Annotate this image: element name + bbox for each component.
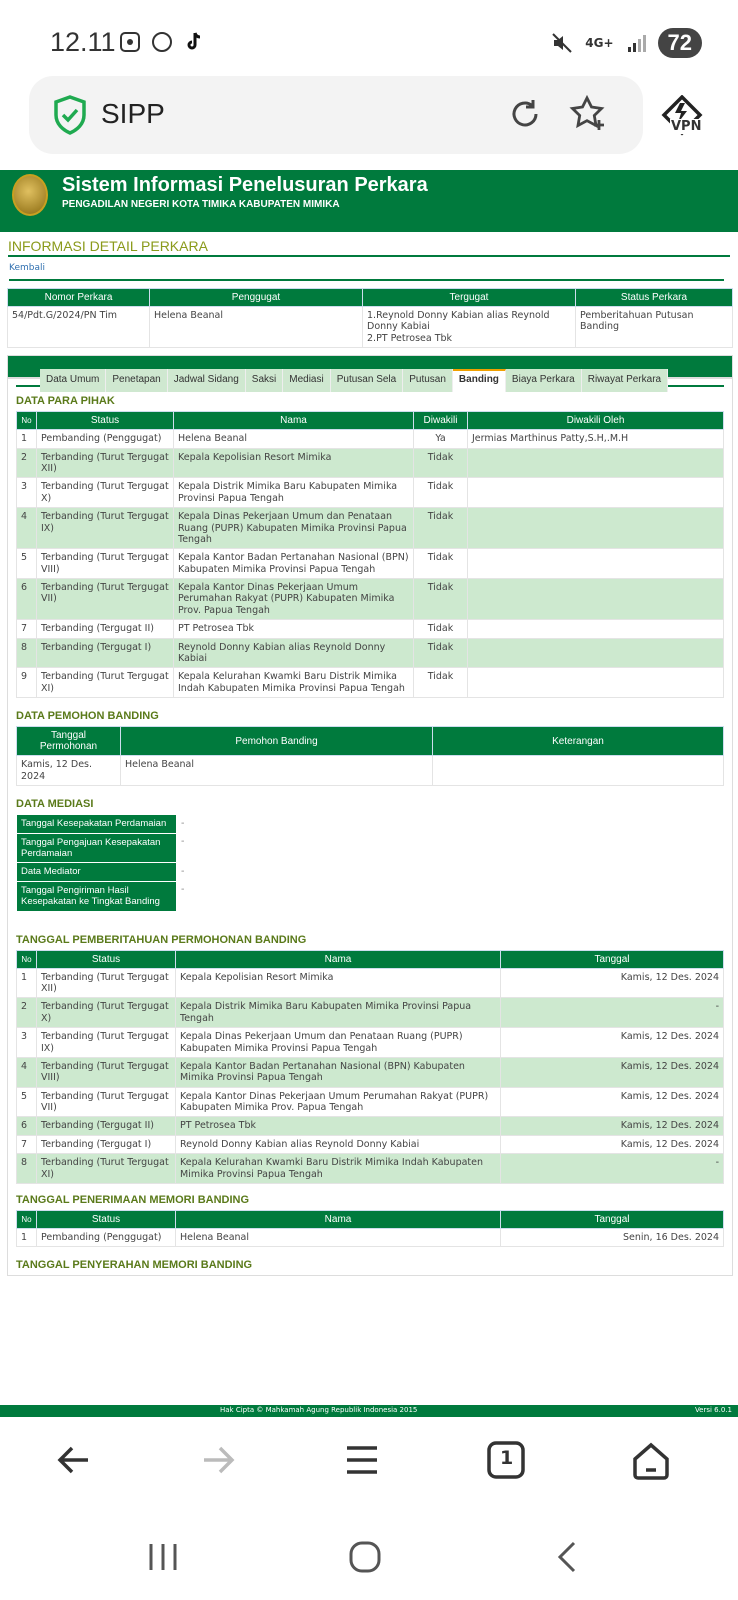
mediasi-row: [17, 881, 189, 911]
table-cell: -: [501, 1154, 724, 1184]
section-title: TANGGAL PEMBERITAHUAN PERMOHONAN BANDING: [16, 933, 307, 946]
case-summary-table: [7, 288, 733, 348]
table-cell: Terbanding (Turut Tergugat X): [37, 998, 176, 1028]
site-title: Sistem Informasi Penelusuran Perkara: [62, 174, 428, 196]
reload-icon[interactable]: [507, 96, 543, 132]
system-back-icon[interactable]: [552, 1540, 586, 1574]
col-header: Status: [37, 950, 176, 968]
table-cell: Tidak: [414, 668, 468, 698]
table-row: [17, 1229, 724, 1247]
memori-table: [16, 1210, 724, 1247]
forward-arrow-icon[interactable]: [198, 1440, 238, 1480]
section-title: DATA MEDIASI: [16, 798, 94, 811]
mediasi-value: -: [181, 865, 185, 877]
table-cell: Helena Beanal: [174, 430, 414, 448]
screenshot-icon: [118, 30, 142, 54]
tab-jadwal-sidang[interactable]: Jadwal Sidang: [168, 369, 246, 392]
table-row: [17, 478, 724, 508]
table-cell: Kepala Kantor Dinas Pekerjaan Umum Perumahan Rakyat (PUPR) Kabupaten Mimika Prov. Papua Tengah: [176, 1087, 501, 1117]
status-bar: [0, 0, 738, 78]
table-cell: 9: [17, 668, 37, 698]
table-cell: Tidak: [414, 448, 468, 478]
url-text: SIPP: [101, 98, 165, 129]
case-status: Pemberitahuan Putusan Banding: [576, 307, 733, 348]
col-header: Penggugat: [150, 289, 363, 307]
col-header: Tergugat: [363, 289, 576, 307]
tab-count: 1: [500, 1447, 514, 1469]
table-row: [17, 549, 724, 579]
table-cell: Helena Beanal: [176, 1229, 501, 1247]
table-cell: 6: [17, 1117, 37, 1135]
table-cell: Senin, 16 Des. 2024: [501, 1229, 724, 1247]
para-pihak-table: [16, 411, 724, 698]
table-cell: Terbanding (Turut Tergugat XII): [37, 448, 174, 478]
col-header: Pemohon Banding: [121, 727, 433, 756]
table-cell: Kepala Dinas Pekerjaan Umum dan Penataan Ruang (PUPR) Kabupaten Mimika Provinsi Papua Tengah: [174, 508, 414, 549]
table-row: [17, 430, 724, 448]
table-cell: 1: [17, 430, 37, 448]
section-title: DATA PARA PIHAK: [16, 395, 115, 408]
table-cell: PT Petrosea Tbk: [176, 1117, 501, 1135]
table-cell: Terbanding (Turut Tergugat XI): [37, 1154, 176, 1184]
table-row: [17, 1087, 724, 1117]
table-cell: Kamis, 12 Des. 2024: [501, 968, 724, 998]
table-cell: Terbanding (Tergugat I): [37, 638, 174, 668]
table-cell: Kepala Kepolisian Resort Mimika: [174, 448, 414, 478]
table-cell: 1: [17, 968, 37, 998]
table-cell: [468, 478, 724, 508]
table-row: [17, 968, 724, 998]
tergugat-1: 1.Reynold Donny Kabian alias Reynold Donny Kabiai: [367, 310, 550, 333]
vpn-button[interactable]: [660, 95, 704, 143]
mediasi-table: [16, 814, 189, 911]
col-header: Keterangan: [433, 727, 724, 756]
shield-check-icon: [53, 95, 87, 135]
tab-putusan[interactable]: Putusan: [403, 369, 453, 392]
table-cell: 8: [17, 1154, 37, 1184]
version: Versi 6.0.1: [694, 1406, 732, 1414]
table-cell: Tidak: [414, 620, 468, 638]
para-pihak-rows: [17, 430, 724, 698]
table-cell: 4: [17, 1057, 37, 1087]
mediasi-row: [17, 833, 189, 863]
col-header: Tanggal: [501, 1211, 724, 1229]
table-cell: [468, 638, 724, 668]
table-cell: Tidak: [414, 508, 468, 549]
table-cell: Tidak: [414, 549, 468, 579]
table-cell: Kamis, 12 Des. 2024: [501, 1135, 724, 1153]
table-cell: [468, 579, 724, 620]
table-cell: Kamis, 12 Des. 2024: [501, 1057, 724, 1087]
tab-data-umum[interactable]: Data Umum: [40, 369, 106, 392]
table-cell: [468, 448, 724, 478]
col-header: Diwakili: [414, 412, 468, 430]
site-subtitle: PENGADILAN NEGERI KOTA TIMIKA KABUPATEN MIMIKA: [62, 199, 340, 210]
table-cell: Kepala Kantor Dinas Pekerjaan Umum Perumahan Rakyat (PUPR) Kabupaten Mimika Prov. Papua Tengah: [174, 579, 414, 620]
table-cell: Terbanding (Turut Tergugat IX): [37, 508, 174, 549]
table-cell: [468, 668, 724, 698]
mediasi-row: [17, 815, 189, 833]
mediasi-label: Tanggal Pengiriman Hasil Kesepakatan ke Tingkat Banding: [17, 881, 177, 911]
table-cell: Kepala Dinas Pekerjaan Umum dan Penataan Ruang (PUPR) Kabupaten Mimika Provinsi Papua Tengah: [176, 1028, 501, 1058]
back-link[interactable]: Kembali: [9, 263, 724, 281]
whatsapp-icon: [150, 30, 174, 54]
tab-banding[interactable]: Banding: [453, 369, 506, 392]
pemohon-note: [433, 756, 724, 786]
table-cell: Kamis, 12 Des. 2024: [501, 1087, 724, 1117]
mediasi-label: Tanggal Pengajuan Kesepakatan Perdamaian: [17, 833, 177, 863]
table-cell: Kamis, 12 Des. 2024: [501, 1117, 724, 1135]
mediasi-label: Data Mediator: [17, 863, 177, 881]
table-cell: Tidak: [414, 579, 468, 620]
tab-saksi[interactable]: Saksi: [246, 369, 283, 392]
section-title: TANGGAL PENYERAHAN MEMORI BANDING: [16, 1259, 253, 1272]
table-cell: Tidak: [414, 638, 468, 668]
table-cell: 7: [17, 620, 37, 638]
table-row: [17, 1028, 724, 1058]
table-row: [17, 668, 724, 698]
col-header: No: [17, 1211, 37, 1229]
bookmark-add-icon[interactable]: [569, 94, 609, 134]
table-cell: Kepala Kantor Badan Pertanahan Nasional (BPN) Kabupaten Mimika Provinsi Papua Tengah: [174, 549, 414, 579]
mediasi-value: -: [181, 836, 185, 848]
table-row: [17, 1154, 724, 1184]
table-cell: Reynold Donny Kabian alias Reynold Donny Kabiai: [176, 1135, 501, 1153]
table-cell: 7: [17, 1135, 37, 1153]
table-cell: Terbanding (Turut Tergugat VII): [37, 1087, 176, 1117]
case-penggugat: Helena Beanal: [150, 307, 363, 348]
table-row: [17, 1057, 724, 1087]
table-cell: Terbanding (Turut Tergugat XII): [37, 968, 176, 998]
table-cell: PT Petrosea Tbk: [174, 620, 414, 638]
table-cell: Terbanding (Tergugat I): [37, 1135, 176, 1153]
case-number: 54/Pdt.G/2024/PN Tim: [8, 307, 150, 348]
web-page: [0, 170, 738, 1405]
table-row: [17, 638, 724, 668]
col-header: Nomor Perkara: [8, 289, 150, 307]
court-logo: [12, 174, 48, 216]
table-row: [17, 448, 724, 478]
pemberitahuan-table: [16, 950, 724, 1184]
table-cell: Reynold Donny Kabian alias Reynold Donny Kabiai: [174, 638, 414, 668]
vpn-label: VPN: [671, 119, 702, 134]
col-header: Nama: [174, 412, 414, 430]
menu-icon[interactable]: [342, 1440, 382, 1480]
site-footer: [0, 1405, 738, 1417]
mediasi-value: -: [181, 817, 185, 829]
system-indicators: [551, 28, 702, 58]
table-cell: Pembanding (Penggugat): [37, 430, 174, 448]
col-header: No: [17, 412, 37, 430]
table-cell: Terbanding (Turut Tergugat VIII): [37, 1057, 176, 1087]
table-cell: Terbanding (Tergugat II): [37, 1117, 176, 1135]
page-title: INFORMASI DETAIL PERKARA: [8, 238, 730, 257]
table-cell: Kepala Distrik Mimika Baru Kabupaten Mimika Provinsi Papua Tengah: [176, 998, 501, 1028]
table-cell: Ya: [414, 430, 468, 448]
table-row: [17, 1117, 724, 1135]
table-cell: 2: [17, 998, 37, 1028]
table-cell: Kepala Kelurahan Kwamki Baru Distrik Mimika Indah Kabupaten Mimika Provinsi Papua Tengah: [174, 668, 414, 698]
table-cell: Terbanding (Turut Tergugat XI): [37, 668, 174, 698]
table-cell: [468, 549, 724, 579]
col-header: Tanggal: [501, 950, 724, 968]
mediasi-row: [17, 863, 189, 881]
table-cell: Terbanding (Turut Tergugat IX): [37, 1028, 176, 1058]
tab-riwayat-perkara[interactable]: Riwayat Perkara: [582, 369, 668, 392]
col-header: Nama: [176, 1211, 501, 1229]
table-row: [17, 1135, 724, 1153]
table-cell: 5: [17, 1087, 37, 1117]
table-row: [17, 620, 724, 638]
table-cell: 5: [17, 549, 37, 579]
table-cell: Terbanding (Tergugat II): [37, 620, 174, 638]
table-cell: Terbanding (Turut Tergugat VIII): [37, 549, 174, 579]
battery-indicator: 72: [658, 28, 702, 58]
tiktok-icon: [182, 30, 206, 54]
table-cell: Terbanding (Turut Tergugat VII): [37, 579, 174, 620]
table-cell: [468, 508, 724, 549]
col-header: Diwakili Oleh: [468, 412, 724, 430]
table-cell: Pembanding (Penggugat): [37, 1229, 176, 1247]
tab-mediasi[interactable]: Mediasi: [283, 369, 330, 392]
table-cell: 4: [17, 508, 37, 549]
tab-penetapan[interactable]: Penetapan: [106, 369, 167, 392]
col-header: Status: [37, 412, 174, 430]
col-header: Status Perkara: [576, 289, 733, 307]
col-header: Tanggal Permohonan: [17, 727, 121, 756]
section-title: TANGGAL PENERIMAAN MEMORI BANDING: [16, 1194, 250, 1207]
site-header: [0, 170, 738, 232]
home-icon[interactable]: [630, 1440, 672, 1482]
col-header: No: [17, 950, 37, 968]
table-cell: Kamis, 12 Des. 2024: [501, 1028, 724, 1058]
clock: 12.11: [50, 27, 116, 57]
table-cell: Kepala Kelurahan Kwamki Baru Distrik Mimika Indah Kabupaten Mimika Provinsi Papua Tengah: [176, 1154, 501, 1184]
col-header: Nama: [176, 950, 501, 968]
table-cell: Kepala Kepolisian Resort Mimika: [176, 968, 501, 998]
browser-toolbar: [0, 1420, 738, 1600]
table-cell: [468, 620, 724, 638]
table-row: [17, 508, 724, 549]
mediasi-value: -: [181, 884, 185, 896]
case-tergugat: [363, 307, 576, 348]
recent-apps-icon[interactable]: [146, 1540, 180, 1574]
table-cell: 3: [17, 478, 37, 508]
network-type: 4G+: [585, 36, 614, 50]
tab-biaya-perkara[interactable]: Biaya Perkara: [506, 369, 582, 392]
tab-putusan-sela[interactable]: Putusan Sela: [331, 369, 404, 392]
pemohon-date: Kamis, 12 Des. 2024: [17, 756, 121, 786]
table-cell: 6: [17, 579, 37, 620]
table-cell: Kepala Kantor Badan Pertanahan Nasional (BPN) Kabupaten Mimika Provinsi Papua Tengah: [176, 1057, 501, 1087]
home-button-icon[interactable]: [348, 1540, 382, 1574]
tabs-button[interactable]: [486, 1440, 526, 1484]
section-title: DATA PEMOHON BANDING: [16, 710, 159, 723]
address-bar[interactable]: [29, 76, 643, 154]
table-row: [17, 998, 724, 1028]
table-cell: Jermias Marthinus Patty,S.H,.M.H: [468, 430, 724, 448]
table-row: [17, 579, 724, 620]
tab-bar: [7, 355, 733, 386]
table-cell: Terbanding (Turut Tergugat X): [37, 478, 174, 508]
signal-icon: [626, 33, 646, 53]
notification-icons: [118, 30, 206, 54]
col-header: Status: [37, 1211, 176, 1229]
table-cell: 2: [17, 448, 37, 478]
mediasi-label: Tanggal Kesepakatan Perdamaian: [17, 815, 177, 833]
back-arrow-icon[interactable]: [54, 1440, 94, 1480]
mute-icon: [551, 32, 573, 54]
banding-panel: [7, 378, 733, 1276]
table-cell: 1: [17, 1229, 37, 1247]
table-cell: Kepala Distrik Mimika Baru Kabupaten Mimika Provinsi Papua Tengah: [174, 478, 414, 508]
pemohon-table: [16, 726, 724, 786]
tergugat-2: 2.PT Petrosea Tbk: [367, 332, 453, 344]
table-cell: -: [501, 998, 724, 1028]
table-cell: Tidak: [414, 478, 468, 508]
copyright: Hak Cipta © Mahkamah Agung Republik Indonesia 2015: [220, 1406, 418, 1414]
table-cell: 8: [17, 638, 37, 668]
table-cell: 3: [17, 1028, 37, 1058]
pemohon-name: Helena Beanal: [121, 756, 433, 786]
